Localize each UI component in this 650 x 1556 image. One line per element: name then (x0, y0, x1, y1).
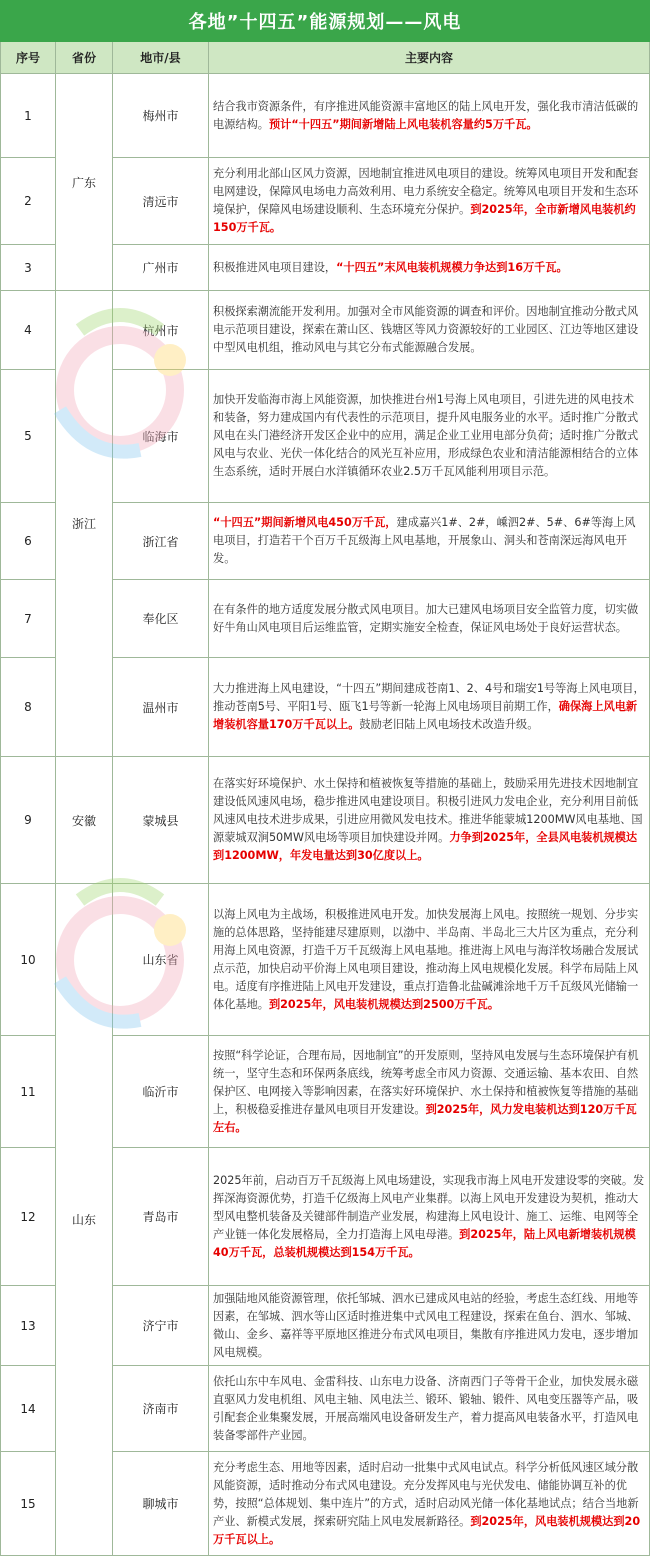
row-content (209, 1036, 650, 1148)
highlight-text: 确保海上风电新增装机容量170万千瓦以上。 (213, 700, 638, 731)
highlight-text: 预计“十四五”期间新增陆上风电装机容量约5万千瓦。 (268, 117, 538, 131)
body-text: 积极推进风电项目建设， (213, 260, 337, 274)
header-province: 省份 (56, 42, 113, 74)
row-content (209, 291, 650, 370)
row-content (209, 503, 650, 580)
row-city: 浙江省 (113, 503, 209, 580)
row-city: 聊城市 (113, 1452, 209, 1556)
content-text (213, 165, 645, 237)
row-content (209, 1286, 650, 1366)
row-number: 11 (0, 1036, 56, 1148)
row-number: 12 (0, 1148, 56, 1286)
body-text: 按照“科学论证，合理布局，因地制宜”的开发原则，坚持风电发展与生态环境保护有机统一，坚守生态和环保两条底线，统筹考虑全市风力资源、交通运输、基本农田、自然保护区、电网接入等影响因素，在落实好环境保护、水土保持和植被恢复等措施的基础上，积极稳妥推进存量风电项目开发建设。 (213, 1048, 639, 1116)
province-cell: 山东 (56, 884, 113, 1556)
row-city: 山东省 (113, 884, 209, 1036)
row-city: 青岛市 (113, 1148, 209, 1286)
province-cell: 安徽 (56, 757, 113, 884)
content-text (213, 906, 645, 1014)
row-content (209, 74, 650, 158)
content-text (213, 1047, 645, 1137)
row-city: 蒙城县 (113, 757, 209, 884)
header-no: 序号 (0, 42, 56, 74)
highlight-text: 到2025年，全市新增风电装机约150万千瓦。 (213, 203, 636, 234)
content-text (213, 259, 568, 277)
province-cell: 广东 (56, 74, 113, 291)
row-content (209, 245, 650, 291)
content-text (213, 514, 645, 568)
body-text: 2025年前，启动百万千瓦级海上风电场建设，实现我市海上风电开发建设零的突破。发挥深海资源优势，打造千亿级海上风电产业集群。以海上风电开发建设为契机，推动大型风电整机装备及关键部件制造产业发展，构建海上风电设计、施工、运维、电网等全产业链一体化发展格局，全力打造海上风电母港。 (213, 1173, 645, 1241)
highlight-text: “十四五”期间新增风电450万千瓦， (213, 516, 397, 529)
content-text (213, 775, 645, 865)
row-number: 6 (0, 503, 56, 580)
content-text (213, 1373, 645, 1445)
content-text (213, 1290, 645, 1362)
row-number: 15 (0, 1452, 56, 1556)
row-content (209, 1452, 650, 1556)
row-city: 杭州市 (113, 291, 209, 370)
row-city: 清远市 (113, 158, 209, 245)
row-content (209, 1366, 650, 1452)
page-title: 各地”十四五”能源规划——风电 (0, 0, 650, 43)
body-text: 依托山东中车风电、金雷科技、山东电力设备、济南西门子等骨干企业，加快发展永磁直驱风力发电机组、风电主轴、风电法兰、锻环、锻轴、锻件、风电变压器等产品，吸引配套企业集聚发展，开展高端风电设备研发生产，着力提高风电装备水平，打造风电装备零部件产业园。 (213, 1374, 639, 1442)
content-text (213, 303, 645, 357)
row-number: 7 (0, 580, 56, 658)
row-number: 2 (0, 158, 56, 245)
body-text: 在落实好环境保护、水土保持和植被恢复等措施的基础上，鼓励采用先进技术因地制宜建设低风速风电场，稳步推进风电建设项目。积极引进风力发电企业，充分利用目前低风速风电技术进步成果，引进应用微风发电技术。推进华能蒙城1200MW风电基地、国源蒙城双涧50MW风电场等项目加快建设并网。 (213, 777, 643, 844)
body-text: 大力推进海上风电建设，“十四五”期间建成苍南1、2、4号和瑞安1号等海上风电项目，推动苍南5号、平阳1号、瓯飞1号等新一轮海上风电场项目前期工作， (213, 682, 645, 713)
content-text (213, 601, 645, 637)
row-city: 临海市 (113, 370, 209, 503)
row-number: 10 (0, 884, 56, 1036)
row-city: 奉化区 (113, 580, 209, 658)
row-content (209, 158, 650, 245)
highlight-text: 力争到2025年，全县风电装机规模达到1200MW，年发电量达到30亿度以上。 (213, 831, 638, 862)
body-text: 在有条件的地方适度发展分散式风电项目。加大已建风电场项目安全监管力度，切实做好牛角山风电项目后运维监管，定期实施安全检查，保证风电场处于良好运营状态。 (213, 602, 639, 634)
row-content (209, 884, 650, 1036)
row-content (209, 1148, 650, 1286)
highlight-text: 到2025年，风电装机规模达到20万千瓦以上。 (213, 1514, 641, 1546)
highlight-text: 到2025年，风电装机规模达到2500万千瓦。 (268, 997, 500, 1011)
row-number: 3 (0, 245, 56, 291)
row-content (209, 658, 650, 757)
body-text: 建成嘉兴1#、2#，嵊泗2#、5#、6#等海上风电项目，打造若干个百万千瓦级海上风电基地，开展象山、洞头和苍南深远海风电开发。 (213, 516, 636, 565)
body-text: 以海上风电为主战场，积极推进风电开发。加快发展海上风电。按照统一规划、分步实施的总体思路，坚持能建尽建原则，以渤中、半岛南、半岛北三大片区为重点，充分利用海上风电资源，打造千万千瓦级海上风电基地。推进海上风电与海洋牧场融合发展试点示范，加快启动平价海上风电项目建设，推动海上风电规模化发展。科学布局陆上风电。适度有序推进陆上风电开发建设，重点打造鲁北盐碱滩涂地千万千瓦级风光储输一体化基地。 (213, 907, 639, 1011)
body-text: 充分考虑生态、用地等因素，适时启动一批集中式风电试点。科学分析低风速区域分散风能资源，适时推动分布式风电建设。充分发挥风电与光伏发电、储能协调互补的优势，按照“总体规划、集中连片”的方式，适时启动风光储一体化基地试点；结合当地新产业、新模式发展，探索研究陆上风电发展新路径。 (213, 1460, 639, 1528)
row-content (209, 370, 650, 503)
row-city: 广州市 (113, 245, 209, 291)
table-header (0, 42, 650, 74)
row-number: 1 (0, 74, 56, 158)
content-text (213, 98, 645, 134)
header-city: 地市/县 (113, 42, 209, 74)
body-text: 加快开发临海市海上风能资源，加快推进台州1号海上风电项目，引进先进的风电技术和装备，努力建成国内有代表性的示范项目，提升风电服务业的水平。适时推广分散式风电在头门港经济开发区企业中的应用，满足企业工业用电部分负荷；适时推广分散式风电与农业、光伏一体化结合的风光互补应用，形成绿色农业和清洁能源相结合的立体生态系统，适时开展白水洋镇循环农业2.5万千瓦风能利用项目示范。 (213, 393, 639, 478)
content-text (213, 680, 645, 734)
row-content (209, 757, 650, 884)
highlight-text: 到2025年，陆上风电新增装机规模40万千瓦，总装机规模达到154万千瓦。 (213, 1227, 636, 1259)
province-cell: 浙江 (56, 291, 113, 757)
row-city: 济宁市 (113, 1286, 209, 1366)
row-city: 梅州市 (113, 74, 209, 158)
row-number: 9 (0, 757, 56, 884)
highlight-text: 到2025年，风力发电装机达到120万千瓦左右。 (213, 1102, 637, 1134)
header-content: 主要内容 (209, 42, 650, 74)
row-number: 5 (0, 370, 56, 503)
row-number: 13 (0, 1286, 56, 1366)
row-number: 4 (0, 291, 56, 370)
body-text: 充分利用北部山区风力资源，因地制宜推进风电项目的建设。统筹风电项目开发和配套电网建设，保障风电场电力高效利用、电力系统安全稳定。统筹风电项目开发和生态环境保护，保障风电场建设顺利、生态环境充分保护。 (213, 167, 639, 216)
row-city: 济南市 (113, 1366, 209, 1452)
row-content (209, 580, 650, 658)
row-city: 临沂市 (113, 1036, 209, 1148)
body-text: 积极探索潮流能开发利用。加强对全市风能资源的调查和评价。因地制宜推动分散式风电示范项目建设，探索在萧山区、钱塘区等风力资源较好的工业园区、江边等地区建设中型风电机组，推动风电与其它分布式能源融合发展。 (213, 305, 639, 354)
content-text (213, 391, 645, 481)
row-number: 8 (0, 658, 56, 757)
body-text: 加强陆地风能资源管理，依托邹城、泗水已建成风电站的经验，考虑生态红线、用地等因素，在邹城、泗水等山区适时推进集中式风电工程建设，探索在鱼台、泗水、邹城、微山、金乡、嘉祥等平原地区推进分布式风电项目，集散有序推进风力发电，逐步增加风电规模。 (213, 1291, 639, 1359)
row-city: 温州市 (113, 658, 209, 757)
body-text: 结合我市资源条件，有序推进风能资源丰富地区的陆上风电开发，强化我市清洁低碳的电源结构。 (213, 99, 639, 131)
content-text (213, 1172, 645, 1262)
content-text (213, 1459, 645, 1549)
highlight-text: “十四五”末风电装机规模力争达到16万千瓦。 (336, 260, 568, 274)
body-text: 鼓励老旧陆上风电场技术改造升级。 (359, 718, 539, 731)
row-number: 14 (0, 1366, 56, 1452)
